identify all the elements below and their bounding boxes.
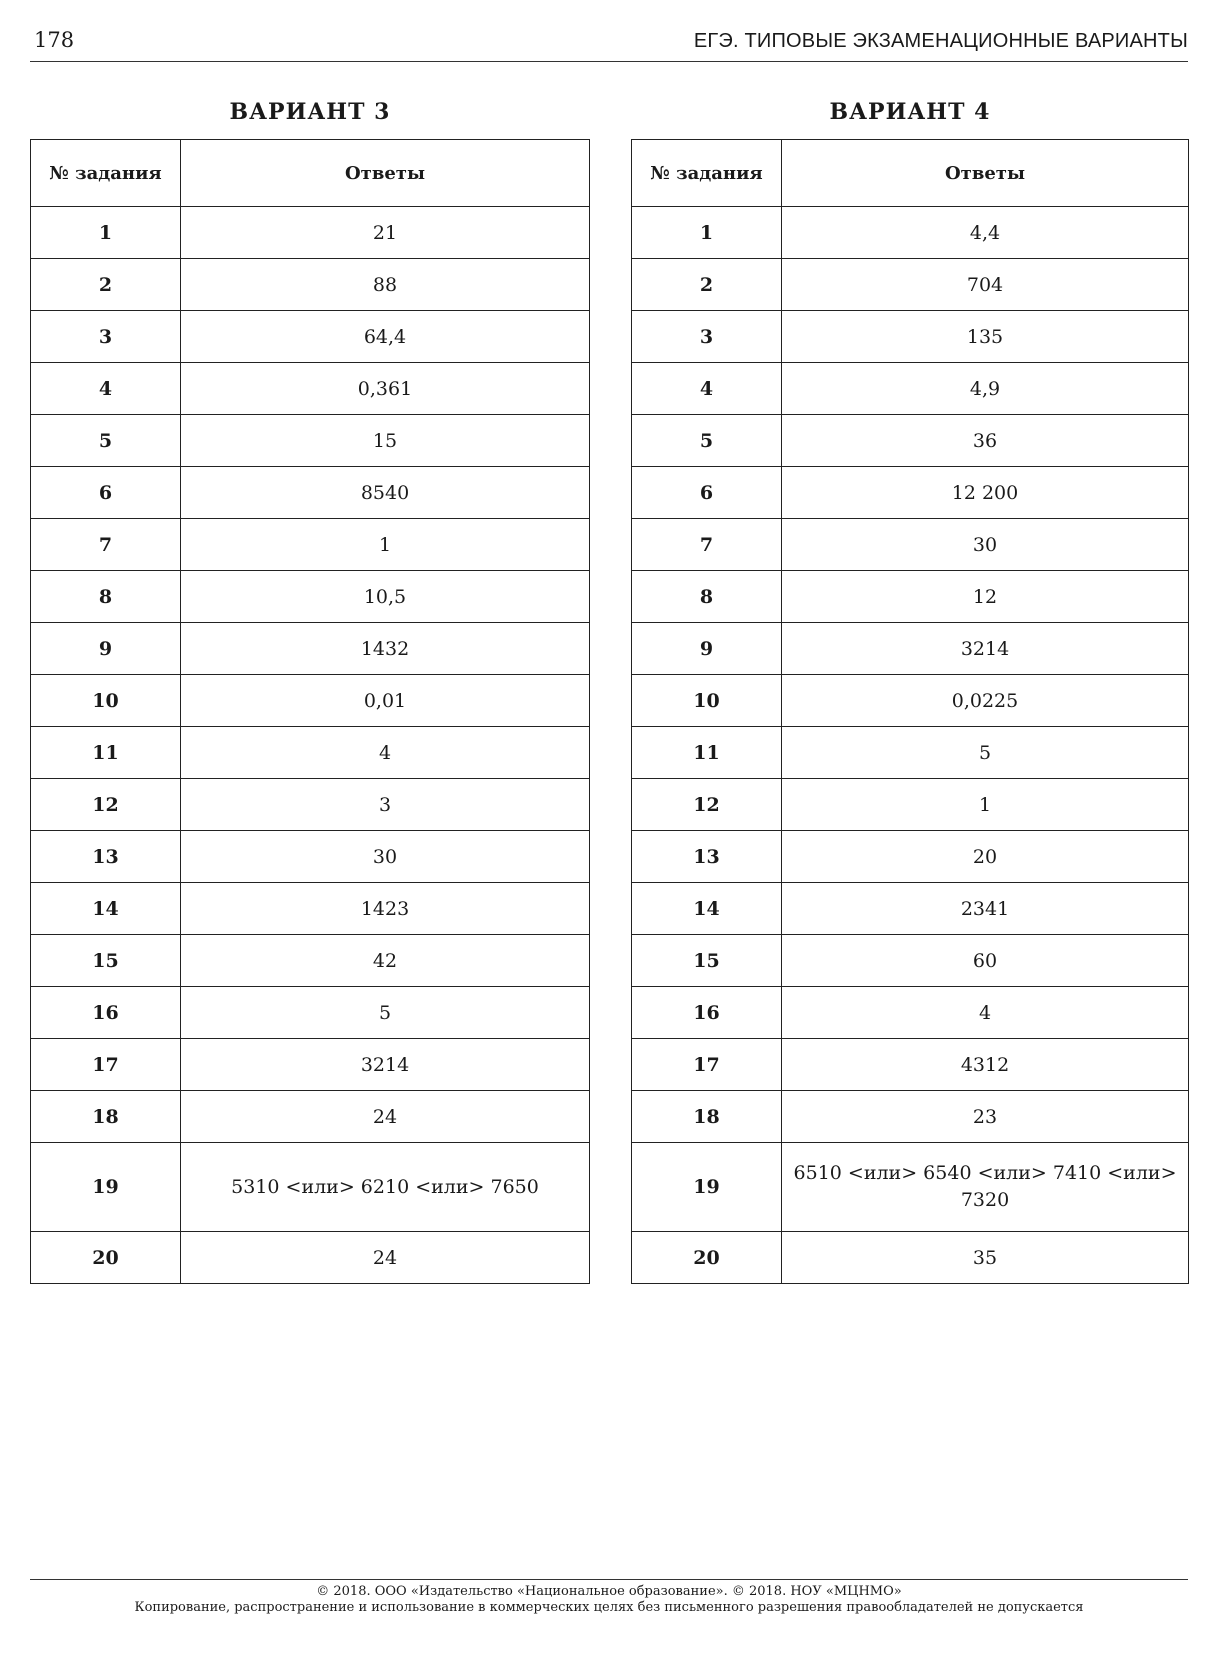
task-number: 20 — [31, 1232, 181, 1284]
table-row — [632, 935, 1189, 987]
footer-notice: Копирование, распространение и использование в коммерческих целях без письменного разрешения правообладателей не допускается — [134, 1600, 1084, 1615]
table-row — [632, 987, 1189, 1039]
task-number: 9 — [632, 623, 782, 675]
table-row — [31, 1232, 590, 1284]
footer — [30, 1584, 1188, 1616]
answer-value: 12 — [782, 571, 1189, 623]
answer-value: 21 — [181, 207, 590, 259]
table-header-row — [31, 140, 590, 207]
task-number: 5 — [632, 415, 782, 467]
answer-value: 36 — [782, 415, 1189, 467]
answers-body — [632, 207, 1189, 1284]
variant-4-section — [631, 97, 1189, 1284]
task-number: 1 — [31, 207, 181, 259]
table-row — [31, 1091, 590, 1143]
answer-value: 4,9 — [782, 363, 1189, 415]
answer-value: 135 — [782, 311, 1189, 363]
task-number: 17 — [632, 1039, 782, 1091]
answer-value: 30 — [181, 831, 590, 883]
table-row — [632, 363, 1189, 415]
answer-value: 12 200 — [782, 467, 1189, 519]
answer-value: 15 — [181, 415, 590, 467]
variant-title: ВАРИАНТ 4 — [829, 99, 991, 125]
answer-value: 5 — [181, 987, 590, 1039]
task-number: 8 — [632, 571, 782, 623]
table-row — [31, 519, 590, 571]
answers-body — [31, 207, 590, 1284]
answer-value: 30 — [782, 519, 1189, 571]
task-number: 17 — [31, 1039, 181, 1091]
task-number: 10 — [31, 675, 181, 727]
table-row — [31, 207, 590, 259]
answer-value: 60 — [782, 935, 1189, 987]
answer-value: 0,361 — [181, 363, 590, 415]
table-row — [632, 779, 1189, 831]
task-number: 6 — [31, 467, 181, 519]
answer-value: 8540 — [181, 467, 590, 519]
answer-value: 4,4 — [782, 207, 1189, 259]
answer-value: 4 — [181, 727, 590, 779]
task-number: 18 — [31, 1091, 181, 1143]
table-row — [31, 1039, 590, 1091]
answer-value: 42 — [181, 935, 590, 987]
table-row — [31, 311, 590, 363]
table-row — [632, 467, 1189, 519]
task-number: 14 — [632, 883, 782, 935]
column-header-task: № задания — [31, 140, 181, 207]
task-number: 11 — [31, 727, 181, 779]
answer-value: 1423 — [181, 883, 590, 935]
table-row — [31, 883, 590, 935]
table-row — [31, 675, 590, 727]
task-number: 3 — [31, 311, 181, 363]
task-number: 9 — [31, 623, 181, 675]
answer-value: 24 — [181, 1091, 590, 1143]
task-number: 3 — [632, 311, 782, 363]
answer-value: 5310 <или> 6210 <или> 7650 — [181, 1143, 590, 1232]
header-rule — [30, 61, 1188, 62]
table-row — [632, 1232, 1189, 1284]
task-number: 2 — [31, 259, 181, 311]
task-number: 15 — [31, 935, 181, 987]
table-row — [31, 935, 590, 987]
answer-value: 4312 — [782, 1039, 1189, 1091]
task-number: 2 — [632, 259, 782, 311]
table-row — [632, 1091, 1189, 1143]
column-header-task: № задания — [632, 140, 782, 207]
task-number: 13 — [31, 831, 181, 883]
footer-copyright: © 2018. ООО «Издательство «Национальное образование». © 2018. НОУ «МЦНМО» — [316, 1584, 902, 1599]
task-number: 5 — [31, 415, 181, 467]
task-number: 19 — [632, 1143, 782, 1232]
answer-value: 6510 <или> 6540 <или> 7410 <или> 7320 — [782, 1143, 1189, 1232]
task-number: 16 — [31, 987, 181, 1039]
table-row — [31, 727, 590, 779]
table-row — [31, 467, 590, 519]
answer-value: 0,0225 — [782, 675, 1189, 727]
table-row — [632, 311, 1189, 363]
task-number: 4 — [632, 363, 782, 415]
answer-value: 64,4 — [181, 311, 590, 363]
task-number: 12 — [632, 779, 782, 831]
answer-value: 1 — [181, 519, 590, 571]
answer-value: 20 — [782, 831, 1189, 883]
table-row — [31, 259, 590, 311]
table-row — [632, 519, 1189, 571]
running-title: ЕГЭ. ТИПОВЫЕ ЭКЗАМЕНАЦИОННЫЕ ВАРИАНТЫ — [693, 30, 1188, 52]
task-number: 11 — [632, 727, 782, 779]
table-row — [632, 207, 1189, 259]
answer-value: 5 — [782, 727, 1189, 779]
answer-value: 0,01 — [181, 675, 590, 727]
task-number: 1 — [632, 207, 782, 259]
table-row — [31, 831, 590, 883]
table-row — [31, 623, 590, 675]
answer-value: 4 — [782, 987, 1189, 1039]
task-number: 10 — [632, 675, 782, 727]
task-number: 19 — [31, 1143, 181, 1232]
task-number: 12 — [31, 779, 181, 831]
answer-value: 2341 — [782, 883, 1189, 935]
variant-3-section — [30, 97, 590, 1284]
table-row — [632, 1143, 1189, 1232]
page-number: 178 — [34, 28, 75, 52]
answer-value: 704 — [782, 259, 1189, 311]
answer-value: 3214 — [181, 1039, 590, 1091]
answer-value: 10,5 — [181, 571, 590, 623]
table-row — [632, 571, 1189, 623]
task-number: 4 — [31, 363, 181, 415]
variant-title: ВАРИАНТ 3 — [229, 99, 391, 125]
task-number: 13 — [632, 831, 782, 883]
answers-table-variant-4 — [631, 139, 1189, 1284]
table-header-row — [632, 140, 1189, 207]
task-number: 14 — [31, 883, 181, 935]
answer-value: 35 — [782, 1232, 1189, 1284]
table-row — [632, 415, 1189, 467]
table-row — [31, 415, 590, 467]
table-row — [632, 883, 1189, 935]
answers-table-variant-3 — [30, 139, 590, 1284]
task-number: 15 — [632, 935, 782, 987]
answer-value: 88 — [181, 259, 590, 311]
answer-value: 23 — [782, 1091, 1189, 1143]
table-row — [632, 259, 1189, 311]
task-number: 7 — [31, 519, 181, 571]
table-row — [31, 571, 590, 623]
task-number: 8 — [31, 571, 181, 623]
answer-value: 1 — [782, 779, 1189, 831]
table-row — [632, 831, 1189, 883]
footer-rule — [30, 1579, 1188, 1580]
task-number: 16 — [632, 987, 782, 1039]
answer-value: 3 — [181, 779, 590, 831]
column-header-answer: Ответы — [782, 140, 1189, 207]
table-row — [31, 779, 590, 831]
column-header-answer: Ответы — [181, 140, 590, 207]
task-number: 18 — [632, 1091, 782, 1143]
answer-value: 24 — [181, 1232, 590, 1284]
task-number: 6 — [632, 467, 782, 519]
table-row — [632, 623, 1189, 675]
answer-value: 1432 — [181, 623, 590, 675]
table-row — [632, 727, 1189, 779]
table-row — [31, 363, 590, 415]
answer-value: 3214 — [782, 623, 1189, 675]
table-row — [632, 675, 1189, 727]
task-number: 20 — [632, 1232, 782, 1284]
table-row — [31, 1143, 590, 1232]
table-row — [632, 1039, 1189, 1091]
task-number: 7 — [632, 519, 782, 571]
table-row — [31, 987, 590, 1039]
